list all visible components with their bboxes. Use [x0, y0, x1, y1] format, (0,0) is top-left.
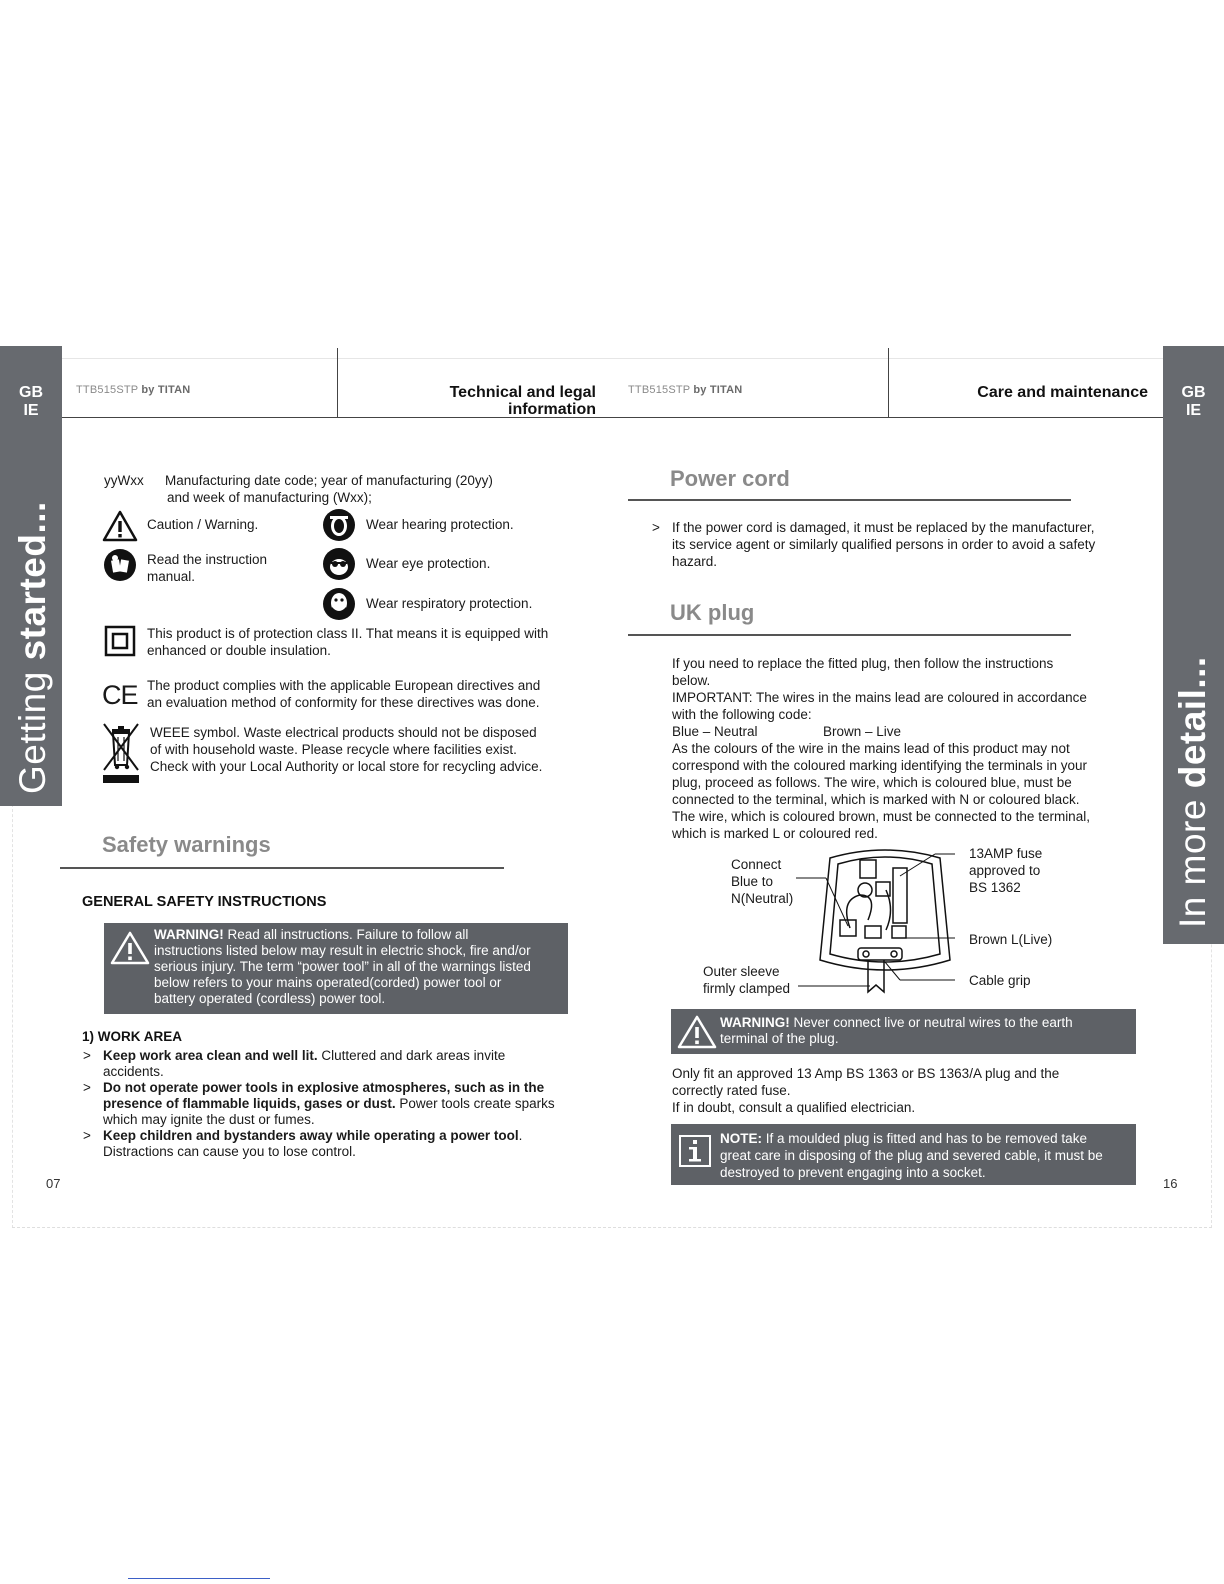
side-tab-label	[12, 501, 54, 794]
uk-plug-line: with the following code:	[672, 707, 812, 722]
caution-icon	[102, 510, 138, 542]
bullet-bold: Do not operate power tools in explosive atmospheres, such as in the	[103, 1080, 545, 1095]
warning-line3: serious injury. The term “power tool” in all of the warnings listed	[154, 959, 531, 974]
diagram-label-connect-blue	[731, 856, 793, 907]
warning-box-earth-terminal	[671, 1009, 1136, 1054]
warning-line1: Never connect live or neutral wires to the earth	[789, 1015, 1073, 1030]
uk-plug-rule	[628, 634, 1071, 636]
warning-line2: terminal of the plug.	[720, 1031, 839, 1046]
general-safety-heading: GENERAL SAFETY INSTRUCTIONS	[82, 894, 327, 910]
power-cord-line2: its service agent or similarly qualified persons in order to avoid a safety	[672, 537, 1096, 552]
weee-bin-icon	[101, 721, 141, 785]
info-icon	[678, 1134, 712, 1168]
caution-label: Caution / Warning.	[147, 517, 259, 532]
bullet-bold: Keep work area clean and well lit.	[103, 1048, 318, 1063]
hearing-protection-label: Wear hearing protection.	[366, 517, 514, 532]
side-tab-right	[1163, 346, 1224, 944]
uk-plug-heading: UK plug	[670, 600, 755, 625]
bullet-marker: >	[83, 1128, 91, 1143]
weee-line3: Check with your Local Authority or local store for recycling advice.	[150, 759, 543, 774]
warning-line1: Read all instructions. Failure to follow all	[223, 927, 469, 942]
uk-plug-para2	[672, 740, 1090, 842]
read-manual-icon	[103, 548, 137, 582]
note-line2: great care in disposing of the plug and severed cable, it must be	[720, 1148, 1103, 1163]
uk-plug-line: The wire, which is coloured brown, must be connected to the terminal,	[672, 809, 1090, 824]
warning-line2: instructions listed below may result in electric shock, fire and/or	[154, 943, 531, 958]
warning-line5: battery operated (cordless) power tool.	[154, 991, 386, 1006]
bullet-rest: Power tools create sparks	[395, 1096, 555, 1111]
uk-plug-line: correspond with the coloured marking identifying the terminals in your	[672, 758, 1087, 773]
uk-plug-line: As the colours of the wire in the mains lead of this product may not	[672, 741, 1070, 756]
bullet-marker: >	[83, 1048, 91, 1063]
brand-by: by TITAN	[141, 384, 191, 396]
class-two-line1: This product is of protection class II. That means it is equipped with	[147, 626, 549, 641]
underline-mark	[128, 1578, 270, 1579]
header-top-faint-line	[60, 358, 1164, 359]
diagram-label-line: Connect	[731, 857, 782, 872]
section-title-left	[380, 384, 596, 418]
country-code-ie: IE	[23, 402, 39, 419]
warning-icon	[110, 931, 150, 965]
note-label: NOTE:	[720, 1131, 762, 1146]
side-tab-label-bold: detail...	[1172, 656, 1213, 789]
read-manual-line2: manual.	[147, 569, 196, 584]
side-tab-left	[0, 346, 62, 806]
brand-model: TTB515STP	[76, 384, 139, 396]
brand-left	[76, 384, 190, 396]
bullet-text	[103, 1128, 522, 1160]
class-two-insulation-icon	[104, 625, 136, 657]
read-manual-line1: Read the instruction	[147, 552, 268, 567]
warning-box-text	[154, 927, 564, 1007]
side-tab-label-light: In more	[1172, 788, 1213, 928]
date-code-desc-line1: Manufacturing date code; year of manufacturing (20yy)	[165, 473, 493, 488]
power-cord-line3: hazard.	[672, 554, 718, 569]
bullet-bold2: presence of flammable liquids, gases or dust.	[103, 1096, 396, 1111]
section-title-line1: Technical and legal	[449, 384, 596, 401]
country-code	[1163, 384, 1224, 420]
note-line3: destroyed to prevent engaging into a socket.	[720, 1165, 986, 1180]
fit-approved-plug-para	[672, 1065, 1059, 1116]
uk-plug-line: below.	[672, 673, 711, 688]
diagram-label-line: Outer sleeve	[703, 964, 780, 979]
bullet-line2: Distractions can cause you to lose control.	[103, 1144, 356, 1159]
fit-line: Only fit an approved 13 Amp BS 1363 or BS 1363/A plug and the	[672, 1066, 1060, 1081]
power-cord-bullet-marker: >	[652, 520, 660, 535]
brand-right	[628, 384, 742, 396]
header-divider-left	[337, 348, 338, 418]
diagram-label-line: Blue to	[731, 874, 774, 889]
warning-icon	[677, 1015, 717, 1049]
bullet-marker: >	[83, 1080, 91, 1095]
code-brown-live: Brown – Live	[823, 724, 902, 739]
safety-warnings-heading: Safety warnings	[102, 832, 271, 857]
section-title-line2: information	[508, 401, 596, 418]
bullet-line2: accidents.	[103, 1064, 164, 1079]
bullet-rest: Cluttered and dark areas invite	[317, 1048, 506, 1063]
hearing-protection-icon	[322, 508, 356, 542]
power-cord-line1: If the power cord is damaged, it must be replaced by the manufacturer,	[672, 520, 1095, 535]
power-cord-heading: Power cord	[670, 466, 790, 491]
safety-warnings-rule	[60, 867, 504, 869]
uk-plug-line: connected to the terminal, which is marked with N or coloured black.	[672, 792, 1080, 807]
brand-by: by TITAN	[693, 384, 743, 396]
work-area-heading: 1) WORK AREA	[82, 1029, 182, 1044]
ce-mark-icon: CE	[102, 680, 138, 710]
country-code-gb: GB	[1181, 384, 1206, 401]
warning-box-read-instructions	[104, 923, 568, 1014]
diagram-label-fuse	[969, 845, 1042, 896]
note-box-text	[720, 1130, 1132, 1181]
warning-line4: below refers to your mains operated(corded) power tool or	[154, 975, 502, 990]
date-code-term: yyWxx	[104, 473, 144, 488]
page-number-left: 07	[46, 1176, 61, 1191]
bullet-line3: which may ignite the dust or fumes.	[103, 1112, 315, 1127]
respiratory-protection-label: Wear respiratory protection.	[366, 596, 533, 611]
diagram-label-line: firmly clamped	[703, 981, 791, 996]
header-rule	[60, 417, 1164, 418]
uk-plug-line: which is marked L or coloured red.	[672, 826, 878, 841]
diagram-label-line: 13AMP fuse	[969, 846, 1043, 861]
bullet-text	[103, 1080, 555, 1128]
code-blue-neutral: Blue – Neutral	[672, 724, 758, 739]
diagram-label-outer-sleeve	[703, 963, 790, 997]
class-two-line2: enhanced or double insulation.	[147, 643, 331, 658]
uk-plug-line: plug, proceed as follows. The wire, which is coloured blue, must be	[672, 775, 1072, 790]
date-code-desc-line2: and week of manufacturing (Wxx);	[167, 490, 372, 505]
bullet-rest: .	[518, 1128, 523, 1143]
header-divider-right	[888, 348, 889, 418]
power-cord-rule	[628, 499, 1071, 501]
weee-line1: WEEE symbol. Waste electrical products should not be disposed	[150, 725, 537, 740]
diagram-label-line: BS 1362	[969, 880, 1021, 895]
eye-protection-icon	[322, 547, 356, 581]
warning-label: WARNING!	[154, 927, 224, 942]
diagram-label-line: N(Neutral)	[731, 891, 794, 906]
ce-line2: an evaluation method of conformity for these directives was done.	[147, 695, 540, 710]
bullet-text	[103, 1048, 505, 1080]
uk-plug-line: If you need to replace the fitted plug, then follow the instructions	[672, 656, 1054, 671]
diagram-label-brown-live: Brown L(Live)	[969, 932, 1053, 947]
page-edge-bottom	[12, 1227, 1212, 1228]
country-code	[0, 384, 62, 420]
warning-label: WARNING!	[720, 1015, 790, 1030]
note-box-moulded-plug	[671, 1124, 1136, 1185]
note-line1: If a moulded plug is fitted and has to be removed take	[762, 1131, 1087, 1146]
side-tab-label-bold: started...	[12, 501, 53, 661]
fit-line: If in doubt, consult a qualified electrician.	[672, 1100, 916, 1115]
uk-plug-para1	[672, 655, 1087, 723]
diagram-label-cable-grip: Cable grip	[969, 973, 1031, 988]
eye-protection-label: Wear eye protection.	[366, 556, 491, 571]
bullet-bold: Keep children and bystanders away while operating a power tool	[103, 1128, 519, 1143]
uk-plug-line: IMPORTANT: The wires in the mains lead are coloured in accordance	[672, 690, 1087, 705]
respiratory-protection-icon	[322, 587, 356, 621]
side-tab-label	[1172, 656, 1214, 928]
warning-box-text	[720, 1015, 1132, 1047]
page-number-right: 16	[1163, 1176, 1178, 1191]
weee-line2: of with household waste. Please recycle where facilities exist.	[150, 742, 517, 757]
brand-model: TTB515STP	[628, 384, 691, 396]
fit-line: correctly rated fuse.	[672, 1083, 791, 1098]
country-code-ie: IE	[1185, 402, 1202, 419]
diagram-label-line: approved to	[969, 863, 1041, 878]
side-tab-label-light: Getting	[12, 660, 53, 794]
section-title-right: Care and maintenance	[977, 384, 1148, 401]
country-code-gb: GB	[19, 384, 43, 401]
ce-line1: The product complies with the applicable European directives and	[147, 678, 541, 693]
